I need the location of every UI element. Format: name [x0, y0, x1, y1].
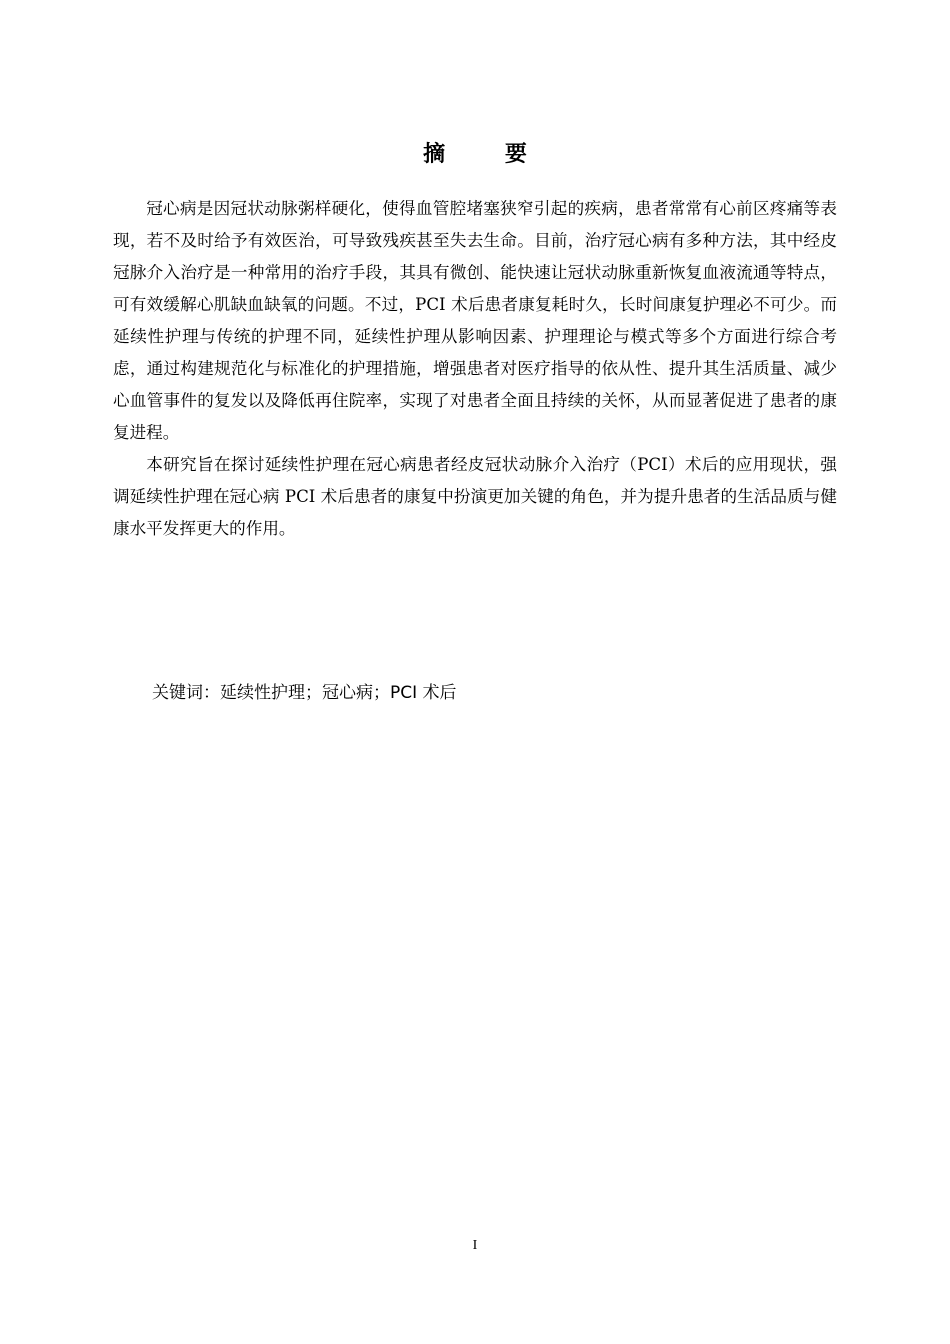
abstract-paragraph-2: 本研究旨在探讨延续性护理在冠心病患者经皮冠状动脉介入治疗（PCI）术后的应用现状，强调延续性护理在冠心病 PCI 术后患者的康复中扮演更加关键的角色，并为提升患者的生活品质与健康水平发挥更大的作用。	[113, 455, 837, 538]
keywords-line	[152, 678, 457, 708]
keywords-label: 关键词：	[152, 683, 220, 703]
abstract-body	[113, 193, 837, 545]
page-number: I	[472, 1238, 478, 1253]
abstract-paragraph-1: 冠心病是因冠状动脉粥样硬化，使得血管腔堵塞狭窄引起的疾病，患者常常有心前区疼痛等表现，若不及时给予有效医治，可导致残疾甚至失去生命。目前，治疗冠心病有多种方法，其中经皮冠脉介入治疗是一种常用的治疗手段，其具有微创、能快速让冠状动脉重新恢复血液流通等特点，可有效缓解心肌缺血缺氧的问题。不过，PCI 术后患者康复耗时久，长时间康复护理必不可少。而延续性护理与传统的护理不同，延续性护理从影响因素、护理理论与模式等多个方面进行综合考虑，通过构建规范化与标准化的护理措施，增强患者对医疗指导的依从性、提升其生活质量、减少心血管事件的复发以及降低再住院率，实现了对患者全面且持续的关怀，从而显著促进了患者的康复进程。	[113, 199, 837, 442]
keywords-value: 延续性护理；冠心病；PCI 术后	[220, 683, 457, 703]
abstract-title: 摘 要	[423, 142, 553, 167]
